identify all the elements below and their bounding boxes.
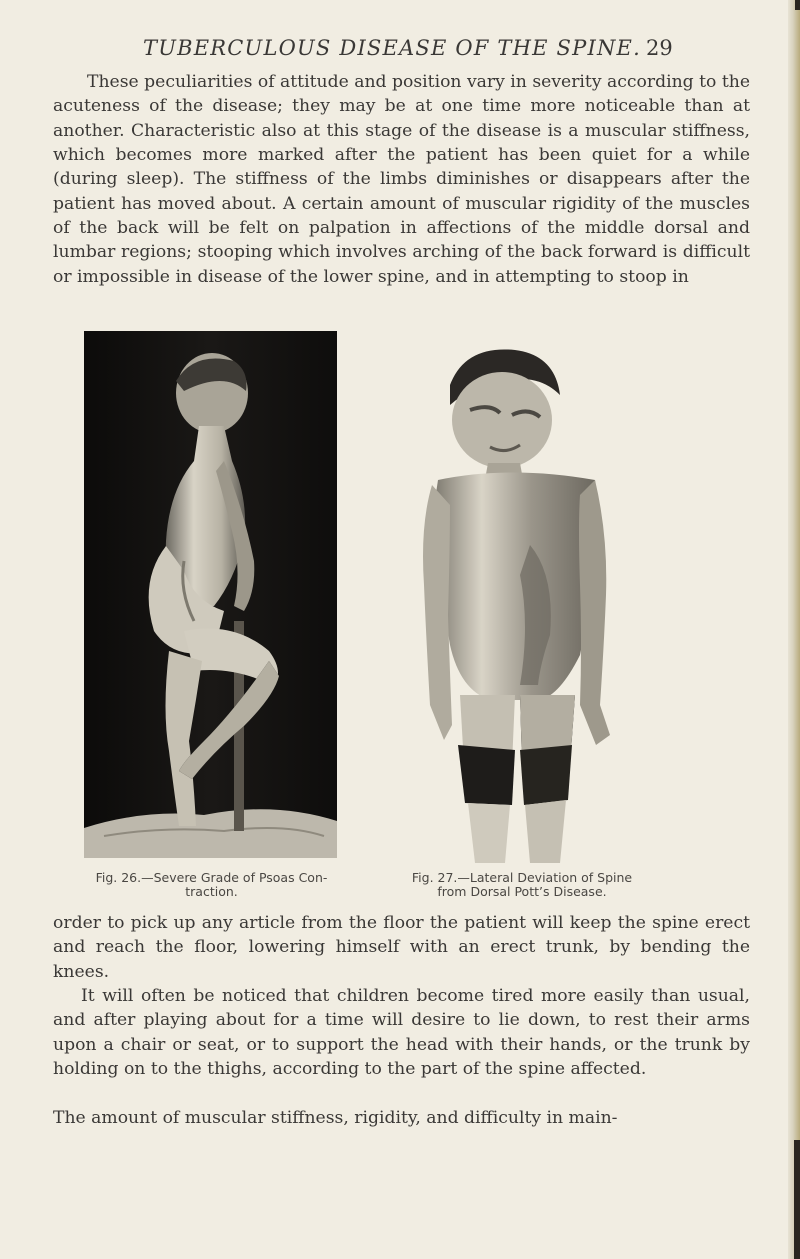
page-number: 29: [646, 36, 673, 60]
running-head: [0, 36, 800, 66]
edge-mark: [794, 1140, 800, 1259]
caption-line: Fig. 27.—Lateral Deviation of Spine: [411, 870, 633, 885]
running-title: TUBERCULOUS DISEASE OF THE SPINE.: [143, 36, 641, 60]
caption-line: traction.: [185, 884, 238, 899]
figure-26-photo: [84, 331, 337, 858]
page-edge: [788, 0, 800, 1259]
figure-26-caption: [84, 871, 339, 899]
paragraph-1: These peculiarities of attitude and position vary in severity according to the acuteness of the disease; they may be at one time more noticeable than at another. Characteristic also at this stage of the disease is a muscular stiffness, which becomes more marked after the patient has been quiet for a while (during sleep). The stiffness of the limbs diminishes or disappears after the patient has moved about. A certain amount of muscular rigidity of the muscles of the back will be felt on palpation in affections of the middle dorsal and lumbar regions; stooping which involves arching of the back forward is difficult or impossible in disease of the lower spine, and in attempting to stoop in: [53, 72, 750, 287]
figure-27-caption: [398, 871, 646, 899]
edge-mark: [795, 0, 800, 10]
paragraph-4: The amount of muscular stiffness, rigidity, and difficulty in main-: [53, 1108, 618, 1128]
paragraph-2: order to pick up any article from the floor the patient will keep the spine erect and reach the floor, lowering himself with an erect trunk, by bending the knees.: [53, 913, 750, 982]
paragraph-3: It will often be noticed that children become tired more easily than usual, and after playing about for a time will desire to lie down, to rest their arms upon a chair or seat, or to support the head with their hands, or the trunk by holding on to the thighs, according to the part of the spine affected.: [53, 986, 750, 1080]
figure-27-photo: [420, 345, 618, 863]
caption-line: from Dorsal Pott’s Disease.: [437, 884, 607, 899]
caption-line: Fig. 26.—Severe Grade of Psoas Con-: [95, 870, 328, 885]
